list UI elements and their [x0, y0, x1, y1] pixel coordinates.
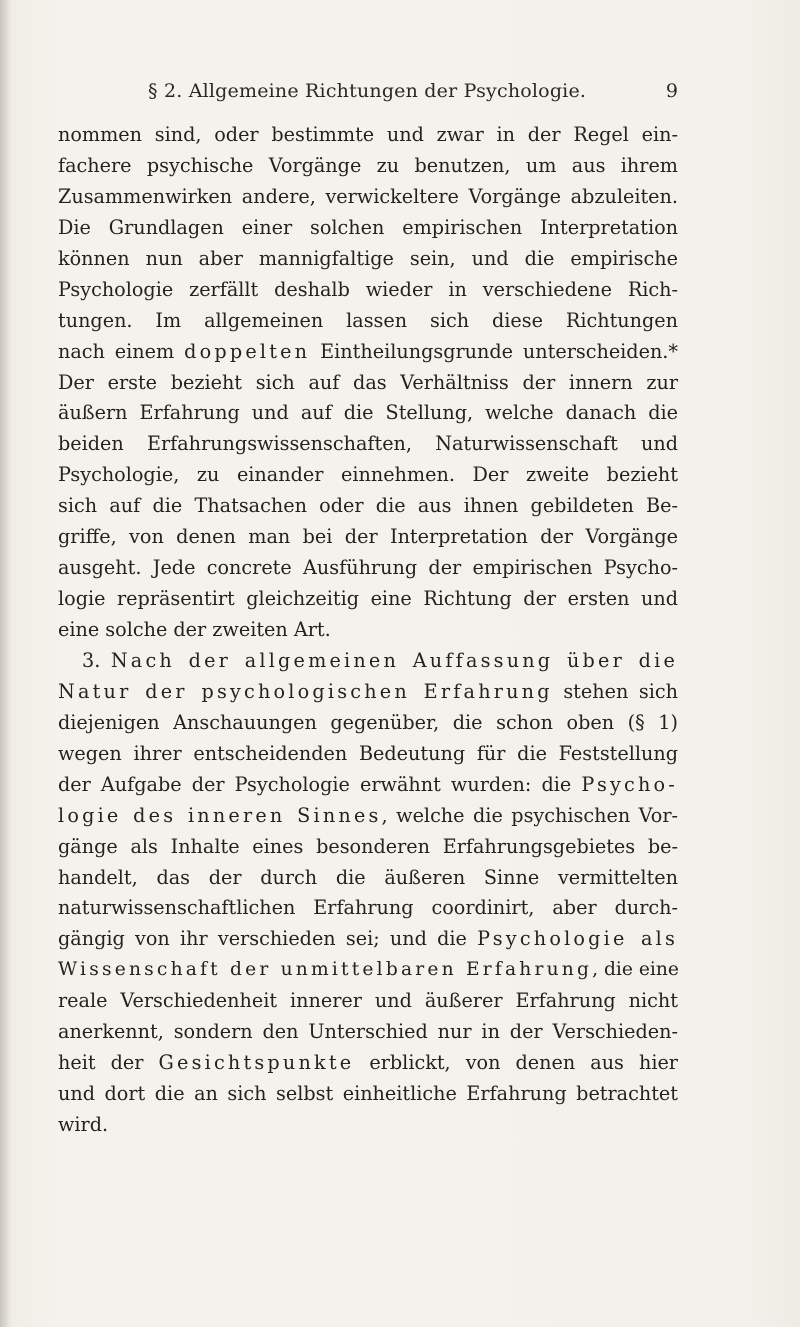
text-line: handelt, das der durch die äußeren Sinne vermittelten — [58, 865, 678, 889]
text-line: ausgeht. Jede concrete Ausführung der empirischen Psycho- — [58, 556, 678, 580]
text-line: reale Verschiedenheit innerer und äußerer Erfahrung nicht — [58, 989, 678, 1013]
text-segment: , die eine — [592, 959, 679, 981]
spine-shadow — [0, 0, 10, 1327]
text-line: können nun aber mannigfaltige sein, und die empirische — [58, 246, 678, 270]
text-line: wegen ihrer entscheidenden Bedeutung für die Feststellung — [58, 741, 678, 765]
emphasized-text: logie des inneren Sinnes — [58, 803, 382, 827]
text-line — [58, 677, 678, 708]
text-line: diejenigen Anschauungen gegenüber, die schon oben (§ 1) — [58, 710, 678, 734]
text-line: und dort die an sich selbst einheitliche Erfahrung betrachtet — [58, 1082, 678, 1106]
text-line: Psychologie, zu einander einnehmen. Der zweite bezieht — [58, 463, 678, 487]
text-line — [58, 646, 678, 677]
emphasized-text: Psycho- — [581, 772, 678, 796]
text-segment: gängig von ihr verschieden sei; und die — [58, 927, 478, 951]
emphasized-text: doppelten — [184, 339, 311, 363]
text-line — [58, 337, 678, 368]
text-line: tungen. Im allgemeinen lassen sich diese Richtungen — [58, 308, 678, 332]
page-number: 9 — [665, 80, 678, 102]
text-line: Die Grundlagen einer solchen empirischen Interpretation — [58, 215, 678, 239]
text-segment: erblickt, von denen aus hier — [354, 1051, 678, 1075]
text-line: eine solche der zweiten Art. — [58, 618, 331, 641]
text-line: gänge als Inhalte eines besonderen Erfahrungsgebietes be- — [58, 834, 678, 858]
text-line: wird. — [58, 1113, 109, 1136]
text-line — [58, 770, 678, 801]
text-line — [58, 1048, 678, 1079]
text-line — [58, 801, 678, 832]
running-header — [148, 80, 678, 110]
text-line: sich auf die Thatsachen oder die aus ihnen gebildeten Be- — [58, 494, 678, 518]
body-text — [58, 120, 678, 1141]
text-segment: , welche die psychischen Vor- — [381, 803, 678, 827]
text-segment: stehen sich — [552, 679, 678, 703]
text-segment: heit der — [58, 1051, 159, 1075]
text-line: Zusammenwirken andere, verwickeltere Vorgänge abzuleiten. — [58, 184, 678, 208]
text-line: äußern Erfahrung und auf die Stellung, welche danach die — [58, 401, 678, 425]
emphasized-text: Gesichtspunkte — [158, 1051, 355, 1075]
text-line — [58, 924, 678, 955]
emphasized-text: Wissenschaft der unmittelbaren Erfahrung — [58, 959, 593, 981]
text-line: fachere psychische Vorgänge zu benutzen, um aus ihrem — [58, 153, 678, 177]
text-segment: der Aufgabe der Psychologie erwähnt wurden: die — [58, 772, 582, 796]
emphasized-text: Nach der allgemeinen Auffassung über die — [110, 648, 679, 672]
text-line: nommen sind, oder bestimmte und zwar in der Regel ein- — [58, 123, 678, 146]
emphasized-text: Natur der psychologischen Erfahrung — [58, 679, 553, 703]
emphasized-text: Psychologie als — [477, 927, 678, 951]
text-segment: 3. — [82, 648, 111, 672]
section-heading: § 2. Allgemeine Richtungen der Psychologie. — [148, 80, 587, 102]
text-line: anerkennt, sondern den Unterschied nur in der Verschieden- — [58, 1020, 678, 1044]
text-segment: Eintheilungsgrunde unterscheiden.* — [310, 339, 678, 363]
text-line: beiden Erfahrungswissenschaften, Naturwissenschaft und — [58, 432, 678, 456]
text-line: Psychologie zerfällt deshalb wieder in verschiedene Rich- — [58, 277, 678, 301]
text-line: Der erste bezieht sich auf das Verhältniss der innern zur — [58, 370, 678, 394]
text-line: naturwissenschaftlichen Erfahrung coordinirt, aber durch- — [58, 896, 678, 920]
text-line — [58, 955, 678, 986]
text-line: logie repräsentirt gleichzeitig eine Richtung der ersten und — [58, 587, 678, 611]
text-segment: nach einem — [58, 339, 185, 363]
text-line: griffe, von denen man bei der Interpretation der Vorgänge — [58, 525, 678, 549]
